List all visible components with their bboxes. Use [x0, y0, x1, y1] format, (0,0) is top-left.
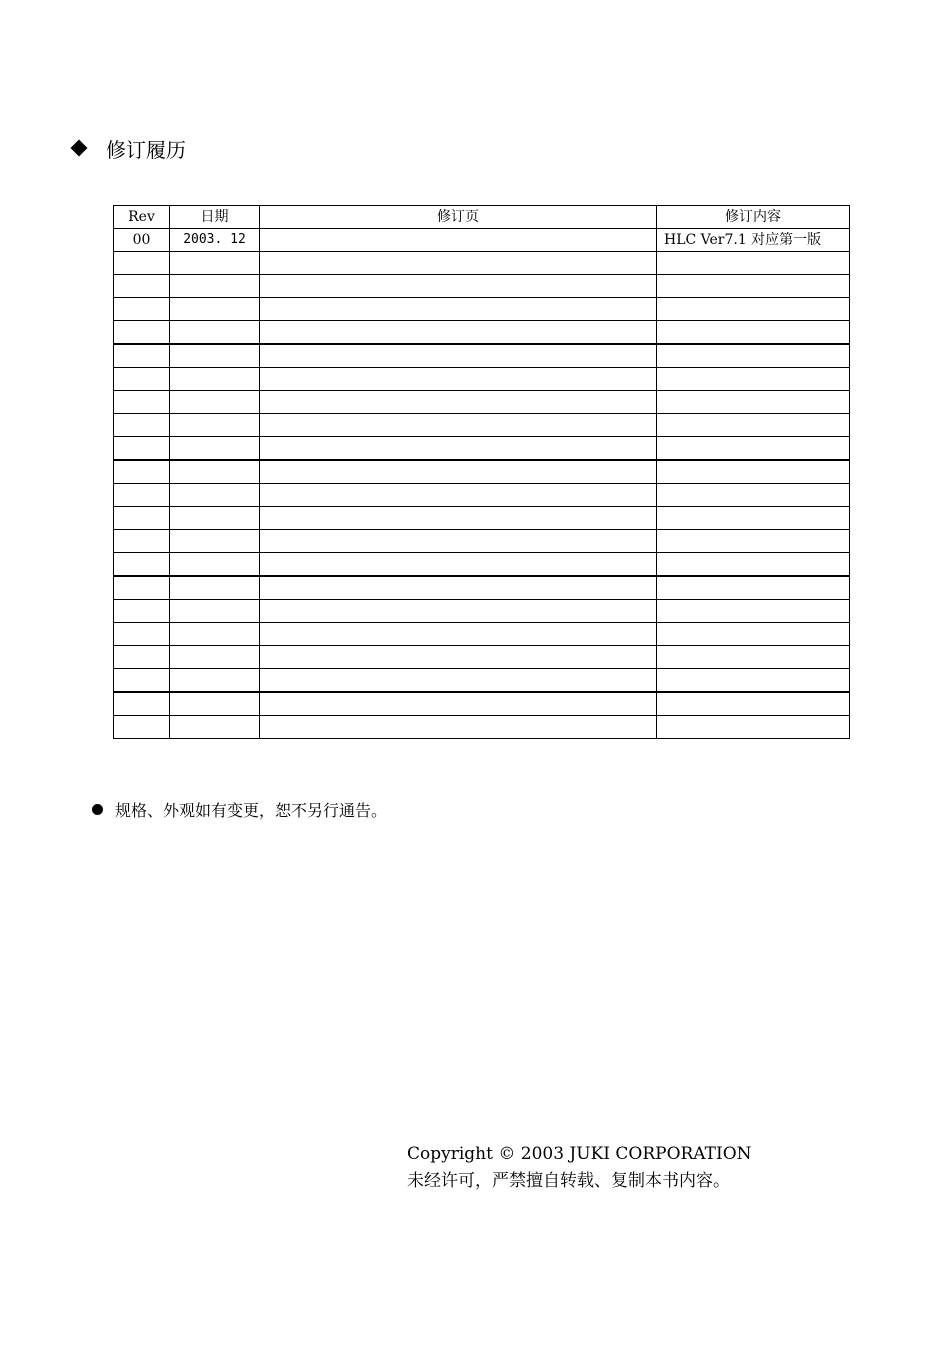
cell-revised-page [260, 692, 657, 716]
cell-rev [114, 576, 170, 600]
cell-revision-content [657, 391, 850, 414]
cell-date [170, 484, 260, 507]
section-heading [70, 134, 186, 162]
cell-rev [114, 669, 170, 693]
cell-revised-page [260, 344, 657, 368]
header-revision-content: 修订内容 [657, 206, 850, 229]
table-row [114, 669, 850, 693]
table-row [114, 368, 850, 391]
cell-revised-page [260, 669, 657, 693]
copyright-line: Copyright © 2003 JUKI CORPORATION [407, 1144, 752, 1164]
cell-revised-page [260, 716, 657, 739]
cell-revision-content [657, 484, 850, 507]
cell-revised-page [260, 576, 657, 600]
notice [92, 796, 387, 822]
cell-revision-content [657, 437, 850, 461]
cell-date [170, 391, 260, 414]
cell-rev: 00 [114, 229, 170, 252]
cell-revised-page [260, 298, 657, 321]
cell-revision-content [657, 275, 850, 298]
cell-revised-page [260, 460, 657, 484]
bullet-icon [92, 804, 103, 815]
cell-revised-page [260, 600, 657, 623]
cell-date [170, 437, 260, 461]
table-row [114, 414, 850, 437]
cell-date [170, 692, 260, 716]
header-rev: Rev [114, 206, 170, 229]
notice-text: 规格、外观如有变更，恕不另行通告。 [115, 800, 388, 820]
cell-date [170, 623, 260, 646]
cell-revision-content [657, 646, 850, 669]
table-row [114, 437, 850, 461]
cell-rev [114, 437, 170, 461]
table-row [114, 716, 850, 739]
cell-date [170, 530, 260, 553]
cell-rev [114, 275, 170, 298]
table-row [114, 484, 850, 507]
cell-revision-content [657, 530, 850, 553]
cell-revision-content [657, 507, 850, 530]
table-body [114, 229, 850, 739]
cell-revision-content [657, 623, 850, 646]
cell-revision-content [657, 414, 850, 437]
cell-revised-page [260, 553, 657, 577]
revision-history-table [113, 205, 850, 739]
cell-revision-content [657, 716, 850, 739]
cell-revision-content [657, 252, 850, 275]
cell-rev [114, 460, 170, 484]
cell-rev [114, 414, 170, 437]
table-row [114, 391, 850, 414]
cell-revision-content [657, 368, 850, 391]
table-row [114, 298, 850, 321]
cell-rev [114, 298, 170, 321]
copyright-block [407, 1141, 752, 1195]
cell-date [170, 669, 260, 693]
cell-revision-content [657, 321, 850, 345]
cell-revised-page [260, 368, 657, 391]
cell-rev [114, 344, 170, 368]
copyright-notice: 未经许可，严禁擅自转载、复制本书内容。 [407, 1171, 730, 1191]
cell-revised-page [260, 321, 657, 345]
cell-revision-content [657, 344, 850, 368]
cell-revised-page [260, 391, 657, 414]
cell-rev [114, 692, 170, 716]
cell-revised-page [260, 414, 657, 437]
table-row [114, 553, 850, 577]
table-row [114, 460, 850, 484]
cell-rev [114, 600, 170, 623]
cell-rev [114, 553, 170, 577]
cell-revised-page [260, 437, 657, 461]
header-date: 日期 [170, 206, 260, 229]
cell-revised-page [260, 275, 657, 298]
section-title: 修订履历 [106, 137, 186, 162]
cell-date [170, 460, 260, 484]
cell-date [170, 252, 260, 275]
table-row [114, 530, 850, 553]
cell-date [170, 368, 260, 391]
cell-revision-content [657, 460, 850, 484]
table-row [114, 229, 850, 252]
table-row [114, 576, 850, 600]
table-row [114, 507, 850, 530]
table-row [114, 646, 850, 669]
table-row [114, 252, 850, 275]
cell-date: 2003. 12 [170, 229, 260, 252]
cell-date [170, 344, 260, 368]
cell-revision-content [657, 576, 850, 600]
cell-revised-page [260, 646, 657, 669]
diamond-bullet-icon [71, 140, 88, 157]
cell-date [170, 553, 260, 577]
table-row [114, 692, 850, 716]
cell-revised-page [260, 507, 657, 530]
cell-rev [114, 391, 170, 414]
cell-date [170, 646, 260, 669]
cell-revision-content [657, 298, 850, 321]
cell-rev [114, 252, 170, 275]
table-header-row [114, 206, 850, 229]
table-row [114, 275, 850, 298]
cell-revised-page [260, 252, 657, 275]
table-row [114, 321, 850, 345]
cell-date [170, 576, 260, 600]
cell-rev [114, 507, 170, 530]
cell-date [170, 414, 260, 437]
cell-revision-content [657, 669, 850, 693]
cell-date [170, 321, 260, 345]
cell-revised-page [260, 530, 657, 553]
cell-date [170, 507, 260, 530]
table-row [114, 344, 850, 368]
cell-revision-content [657, 553, 850, 577]
table-row [114, 600, 850, 623]
header-revised-page: 修订页 [260, 206, 657, 229]
cell-revision-content [657, 692, 850, 716]
cell-rev [114, 646, 170, 669]
cell-revised-page [260, 623, 657, 646]
cell-rev [114, 623, 170, 646]
cell-rev [114, 368, 170, 391]
cell-rev [114, 716, 170, 739]
cell-rev [114, 484, 170, 507]
cell-revision-content: HLC Ver7.1 对应第一版 [657, 229, 850, 252]
cell-date [170, 600, 260, 623]
cell-date [170, 716, 260, 739]
cell-revision-content [657, 600, 850, 623]
cell-rev [114, 530, 170, 553]
cell-revised-page [260, 484, 657, 507]
cell-date [170, 275, 260, 298]
cell-rev [114, 321, 170, 345]
cell-date [170, 298, 260, 321]
cell-revised-page [260, 229, 657, 252]
table-row [114, 623, 850, 646]
